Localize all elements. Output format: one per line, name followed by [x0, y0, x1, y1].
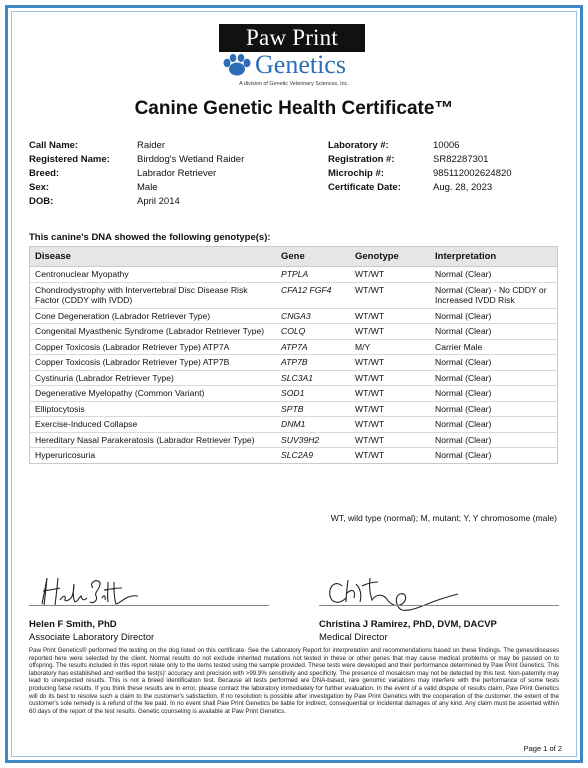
- info-label: Registration #:: [328, 154, 395, 165]
- disease-cell: Centronuclear Myopathy: [30, 267, 277, 283]
- signature-christina-ramirez: [326, 574, 466, 614]
- logo-wordmark-bottom: Genetics: [255, 50, 346, 79]
- signatory-title: Medical Director: [319, 632, 388, 643]
- disease-cell: Cone Degeneration (Labrador Retriever Type): [30, 308, 277, 324]
- info-label: Breed:: [29, 168, 60, 179]
- gene-cell: SPTB: [276, 401, 350, 417]
- logo-wordmark-top: Paw Print: [219, 24, 365, 52]
- interpretation-cell: Normal (Clear): [430, 432, 558, 448]
- info-label: Sex:: [29, 182, 50, 193]
- gene-cell: SOD1: [276, 386, 350, 402]
- table-row: [30, 308, 558, 324]
- genotype-cell: WT/WT: [350, 432, 430, 448]
- disease-cell: Congenital Myasthenic Syndrome (Labrador Retriever Type): [30, 324, 277, 340]
- interpretation-cell: Carrier Male: [430, 339, 558, 355]
- table-row: [30, 282, 558, 308]
- column-header-interpretation: Interpretation: [430, 247, 558, 267]
- dog-info-right: [328, 140, 558, 196]
- table-row: [30, 267, 558, 283]
- gene-cell: ATP7B: [276, 355, 350, 371]
- table-row: [30, 339, 558, 355]
- info-label: Laboratory #:: [328, 140, 389, 151]
- info-value: April 2014: [137, 196, 180, 207]
- disease-cell: Degenerative Myelopathy (Common Variant): [30, 386, 277, 402]
- disease-cell: Elliptocytosis: [30, 401, 277, 417]
- dog-info-left: [29, 140, 309, 210]
- table-row: [30, 355, 558, 371]
- gene-cell: SLC2A9: [276, 448, 350, 464]
- genotype-cell: WT/WT: [350, 401, 430, 417]
- signatory-title: Associate Laboratory Director: [29, 632, 155, 643]
- gene-cell: CNGA3: [276, 308, 350, 324]
- disease-cell: Chondrodystrophy with Intervertebral Disc Disease Risk Factor (CDDY with IVDD): [30, 282, 277, 308]
- interpretation-cell: Normal (Clear): [430, 417, 558, 433]
- interpretation-cell: Normal (Clear) - No CDDY or Increased IVDD Risk: [430, 282, 558, 308]
- genotype-cell: WT/WT: [350, 386, 430, 402]
- interpretation-cell: Normal (Clear): [430, 401, 558, 417]
- gene-cell: ATP7A: [276, 339, 350, 355]
- column-header-disease: Disease: [30, 247, 277, 267]
- signature-line: [29, 605, 269, 606]
- interpretation-cell: Normal (Clear): [430, 386, 558, 402]
- paw-icon: [219, 52, 255, 78]
- info-label: Call Name:: [29, 140, 79, 151]
- disease-cell: Copper Toxicosis (Labrador Retriever Type) ATP7B: [30, 355, 277, 371]
- gene-cell: CFA12 FGF4: [276, 282, 350, 308]
- genotype-cell: WT/WT: [350, 324, 430, 340]
- genotype-cell: WT/WT: [350, 417, 430, 433]
- genotype-legend: WT, wild type (normal); M, mutant; Y, Y chromosome (male): [330, 513, 557, 523]
- interpretation-cell: Normal (Clear): [430, 324, 558, 340]
- table-header-row: [30, 247, 558, 267]
- gene-cell: SLC3A1: [276, 370, 350, 386]
- interpretation-cell: Normal (Clear): [430, 308, 558, 324]
- genotype-cell: WT/WT: [350, 370, 430, 386]
- interpretation-cell: Normal (Clear): [430, 448, 558, 464]
- info-value: SR82287301: [433, 154, 489, 165]
- genotype-intro: This canine's DNA showed the following genotype(s):: [29, 232, 271, 243]
- info-value: Aug. 28, 2023: [433, 182, 493, 193]
- signature-line: [319, 605, 559, 606]
- signatory-name: Christina J Ramirez, PhD, DVM, DACVP: [319, 619, 497, 630]
- info-label: DOB:: [29, 196, 54, 207]
- logo-subtitle: A division of Genetic Veterinary Sciences, Inc.: [239, 81, 349, 87]
- info-label: Certificate Date:: [328, 182, 401, 193]
- disease-cell: Hereditary Nasal Parakeratosis (Labrador Retriever Type): [30, 432, 277, 448]
- disease-cell: Exercise-Induced Collapse: [30, 417, 277, 433]
- table-row: [30, 324, 558, 340]
- info-value: Raider: [137, 140, 165, 151]
- genotype-cell: WT/WT: [350, 267, 430, 283]
- disease-cell: Hyperuricosuria: [30, 448, 277, 464]
- info-label: Microchip #:: [328, 168, 384, 179]
- signatory-name: Helen F Smith, PhD: [29, 619, 117, 630]
- interpretation-cell: Normal (Clear): [430, 267, 558, 283]
- info-label: Registered Name:: [29, 154, 110, 165]
- column-header-gene: Gene: [276, 247, 350, 267]
- column-header-genotype: Genotype: [350, 247, 430, 267]
- interpretation-cell: Normal (Clear): [430, 355, 558, 371]
- info-value: Male: [137, 182, 158, 193]
- info-value: Labrador Retriever: [137, 168, 217, 179]
- interpretation-cell: Normal (Clear): [430, 370, 558, 386]
- gene-cell: PTPLA: [276, 267, 350, 283]
- info-value: 985112002624820: [433, 168, 512, 179]
- disease-cell: Copper Toxicosis (Labrador Retriever Type) ATP7A: [30, 339, 277, 355]
- page-number: Page 1 of 2: [523, 744, 562, 753]
- gene-cell: DNM1: [276, 417, 350, 433]
- table-row: [30, 386, 558, 402]
- gene-cell: SUV39H2: [276, 432, 350, 448]
- table-row: [30, 448, 558, 464]
- table-row: [30, 432, 558, 448]
- paw-print-genetics-logo: [219, 24, 369, 90]
- disease-cell: Cystinuria (Labrador Retriever Type): [30, 370, 277, 386]
- genotype-cell: WT/WT: [350, 308, 430, 324]
- info-value: Birddog's Wetland Raider: [137, 154, 245, 165]
- certificate-title: Canine Genetic Health Certificate™: [134, 98, 454, 119]
- genotype-table: [29, 246, 558, 464]
- genotype-cell: WT/WT: [350, 355, 430, 371]
- genotype-cell: WT/WT: [350, 282, 430, 308]
- genotype-cell: M/Y: [350, 339, 430, 355]
- table-row: [30, 417, 558, 433]
- gene-cell: COLQ: [276, 324, 350, 340]
- genotype-cell: WT/WT: [350, 448, 430, 464]
- legal-disclaimer: Paw Print Genetics® performed the testing on the dog listed on this certificate. See the Laboratory Report for interpretation and recommendations based on these findings. The genes/diseases reported here were selected by the client. Normal results do not exclude inherited mutations not tested in these or other genes that may cause medical problems or may be passed on to offspring. The results included in this report relate only to the items tested using the sample provided. These tests were developed and their performance determined by Paw Print Genetics. This laboratory has established and verified the test(s)' accuracy and precision with >99.9% sensitivity and specificity. The presence of mosaicism may not be detected by this test. Non-paternity may lead to unexpected results. This is not a breed identification test. Because all tests performed are DNA-based, rare genomic variations may interfere with the performance of some tests producing false results. If you think these results are in error, please contact the laboratory immediately for further evaluation. In the event of a valid dispute of results claim, Paw Print Genetics will do its best to resolve such a claim to the customer's satisfaction. If no resolution is possible after investigation by Paw Print Genetics with the cooperation of the customer, the extent of the customer's sole remedy is a refund of the fee paid. In no event shall Paw Print Genetics be liable for indirect, consequential or incidental damages of any kind. Any claim must be asserted within 60 days of the report of the test results. Genetic counseling is available at Paw Print Genetics.: [29, 647, 559, 715]
- table-row: [30, 370, 558, 386]
- table-row: [30, 401, 558, 417]
- info-value: 10006: [433, 140, 460, 151]
